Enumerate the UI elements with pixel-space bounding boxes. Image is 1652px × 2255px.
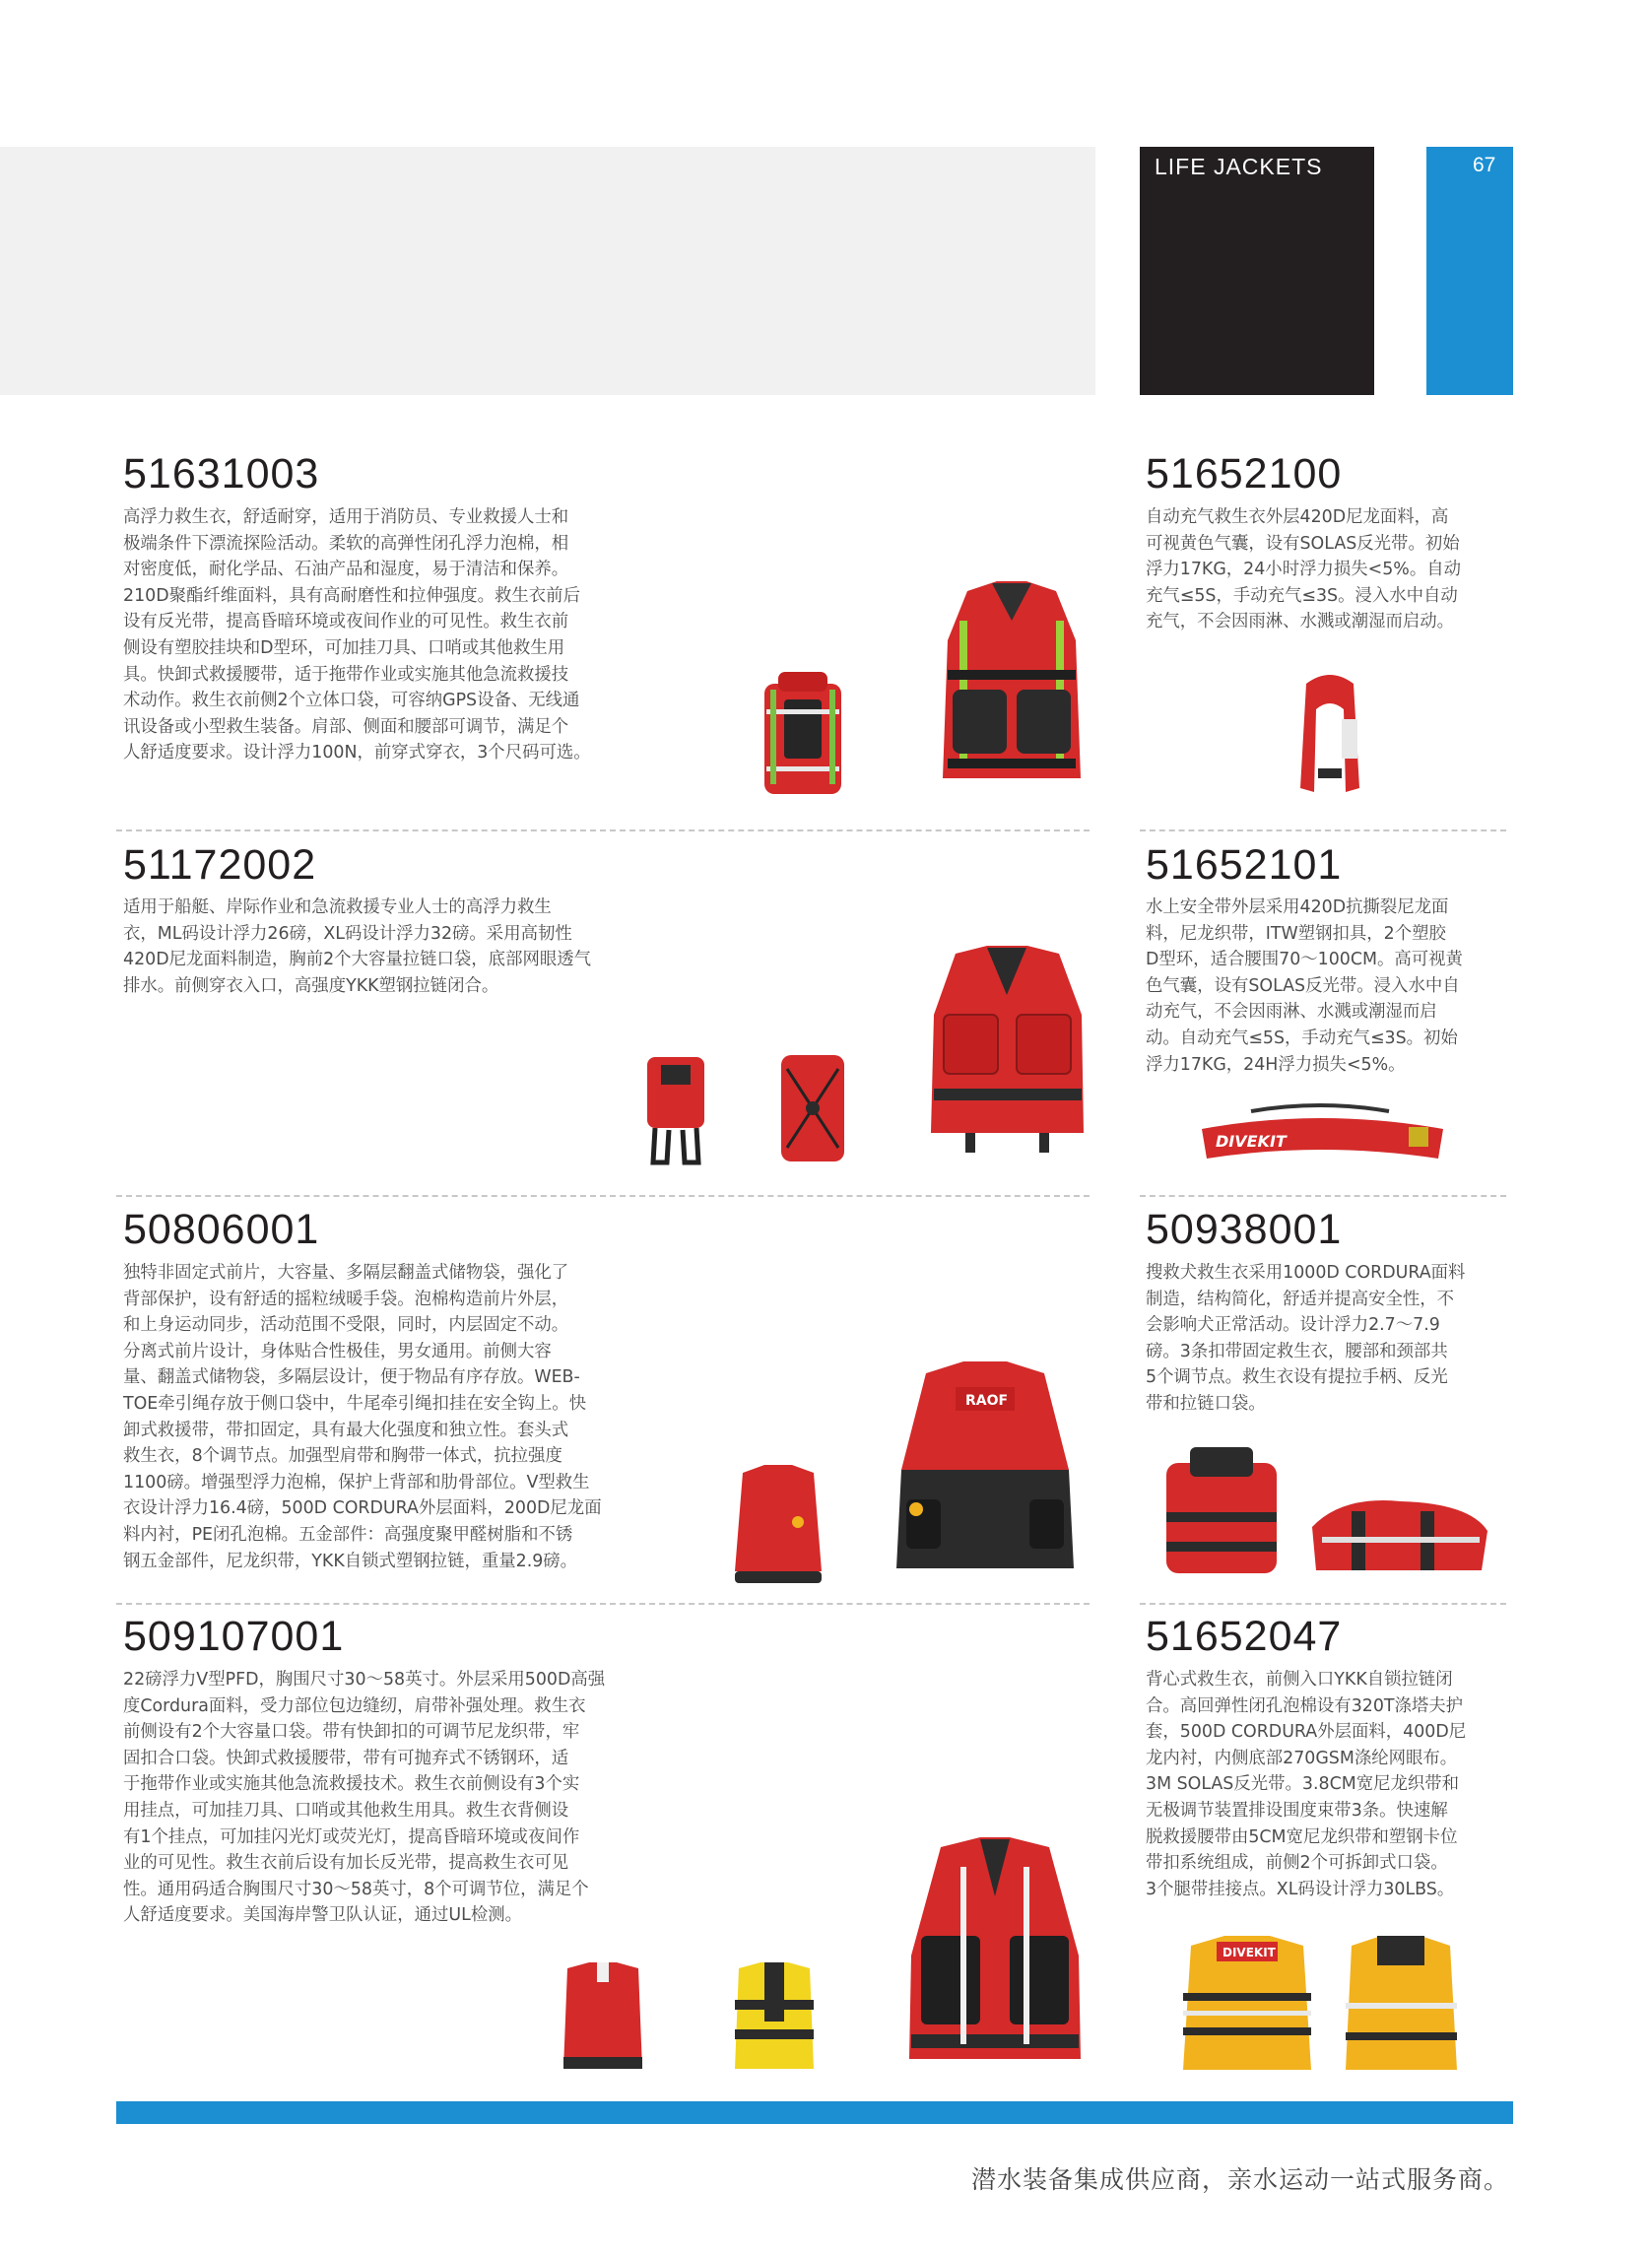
product-code: 51652100 <box>1146 450 1343 497</box>
divider <box>1140 1603 1506 1605</box>
product-description: 背心式救生衣，前侧入口YKK自锁拉链闭 合。高回弹性闭孔泡棉设有320T涤塔夫护 套，500D CORDURA外层面料，400D尼 龙内衬，内侧底部270GSM涤纶网眼布。 3M SOLAS反光带。3.8CM宽尼龙织带和 无极调节装置排设围度束带3条。快速解 脱救援腰带由5CM宽尼龙织带和塑钢卡位 带扣系统组成，前侧2个可拆卸式口袋。 3个腿带挂接点。XL码设计浮力30LBS。 <box>1146 1670 1467 1899</box>
section-label-box <box>1140 147 1374 395</box>
product-code: 51631003 <box>123 450 320 497</box>
page-number-box <box>1426 147 1513 395</box>
product-code: 51652101 <box>1146 841 1343 889</box>
divider <box>116 1603 1090 1605</box>
product-photo-vest-red <box>558 1960 648 2077</box>
product-photo-waist-belt <box>1192 1101 1453 1172</box>
product-code: 51172002 <box>123 841 317 889</box>
brand-logo: DIVEKIT <box>1222 1946 1276 1959</box>
product-code: 50938001 <box>1146 1206 1343 1253</box>
product-photo-vest-front <box>887 1361 1084 1586</box>
product-code: 50806001 <box>123 1206 320 1253</box>
product-photo-vest-harness <box>773 1049 852 1167</box>
product-photo-vest-back <box>641 1049 710 1167</box>
product-photo-vest-front <box>901 1837 1089 2079</box>
product-photo-vest-yellow-back <box>1340 1934 1463 2077</box>
product-code: 51652047 <box>1146 1613 1343 1660</box>
divider <box>116 1195 1090 1197</box>
product-description: 独特非固定式前片，大容量、多隔层翻盖式储物袋，强化了 背部保护，设有舒适的摇粒绒暖手袋。泡棉构造前片外层， 和上身运动同步，活动范围不受限，同时，内层固定不动。 分离式前片设计，身体贴合性极佳，男女通用。前侧大容 量、翻盖式储物袋，多隔层设计，便于物品有序存放。WEB- TOE牵引绳存放于侧口袋中，牛尾牵引绳扣挂在安全钩上。快 卸式救援带，带扣固定，具有最大化强度和独立性。套头式 救生衣，8个调节点。加强型肩带和胸带一体式，抗拉强度 1100磅。增强型浮力泡棉，保护上背部和肋骨部位。V型救生 衣设计浮力16.4磅，500D CORDURA外层面料，200D尼龙面 料内衬，PE闭孔泡棉。五金部件：高强度聚甲醛树脂和不锈 钢五金部件，尼龙织带，YKK自锁式塑钢拉链，重量2.9磅。 <box>123 1263 602 1571</box>
section-label: LIFE JACKETS <box>1155 154 1323 179</box>
vest-tag: RAOF <box>965 1393 1009 1409</box>
product-description: 自动充气救生衣外层420D尼龙面料，高 可视黄色气囊，设有SOLAS反光带。初始 浮力17KG，24小时浮力损失<5%。自动 充气≤5S，手动充气≤3S。浸入水中自动 充气，不会因雨淋、水溅或潮湿而启动。 <box>1146 507 1461 632</box>
product-description: 适用于船艇、岸际作业和急流救援专业人士的高浮力救生 衣，ML码设计浮力26磅，XL码设计浮力32磅。采用高韧性 420D尼龙面料制造，胸前2个大容量拉链口袋，底部网眼透气 排水。前侧穿衣入口，高强度YKK塑钢拉链闭合。 <box>123 897 592 996</box>
page-number: 67 <box>1473 154 1496 176</box>
footer-bar <box>116 2101 1513 2124</box>
product-photo-vest-yellow <box>729 1960 820 2077</box>
divider <box>1140 829 1506 831</box>
product-photo-vest-yellow-front <box>1177 1934 1317 2077</box>
product-description: 水上安全带外层采用420D抗撕裂尼龙面 料，尼龙织带，ITW塑钢扣具，2个塑胶 D型环，适合腰围70～100CM。高可视黄 色气囊，设有SOLAS反光带。浸入水中自 动充气，不会因雨淋、水溅或潮湿而启 动。自动充气≤5S，手动充气≤3S。初始 浮力17KG，24H浮力损失<5%。 <box>1146 897 1463 1075</box>
product-photo-inflatable-vest <box>1290 670 1369 800</box>
product-code: 509107001 <box>123 1613 345 1660</box>
product-photo-vest-front <box>926 946 1089 1153</box>
brand-logo: DIVEKIT <box>1216 1132 1287 1151</box>
divider <box>1140 1195 1506 1197</box>
product-description: 搜救犬救生衣采用1000D CORDURA面料 制造，结构简化，舒适并提高安全性，不 会影响犬正常活动。设计浮力2.7～7.9 磅。3条扣带固定救生衣，腰部和颈部共 5个调节点。救生衣设有提拉手柄、反光 带和拉链口袋。 <box>1146 1263 1466 1414</box>
footer-slogan: 潜水装备集成供应商，亲水运动一站式服务商。 <box>971 2165 1510 2194</box>
product-description: 高浮力救生衣，舒适耐穿，适用于消防员、专业救援人士和 极端条件下漂流探险活动。柔软的高弹性闭孔浮力泡棉，相 对密度低，耐化学品、石油产品和湿度，易于清洁和保养。 210D聚酯纤维面料，具有高耐磨性和拉伸强度。救生衣前后 设有反光带，提高昏暗环境或夜间作业的可见性。救生衣前 侧设有塑胶挂块和D型环，可加挂刀具、口哨或其他救生用 具。快卸式救援腰带，适于拖带作业或实施其他急流救援技 术动作。救生衣前侧2个立体口袋，可容纳GPS设备、无线通 讯设备或小型救生装备。肩部、侧面和腰部可调节，满足个 人舒适度要求。设计浮力100N，前穿式穿衣，3个尺码可选。 <box>123 507 591 763</box>
product-photo-vest-front <box>938 581 1086 793</box>
product-photo-vest-back <box>759 670 847 800</box>
divider <box>116 829 1090 831</box>
product-description: 22磅浮力V型PFD，胸围尺寸30～58英寸。外层采用500D高强 度Cordura面料，受力部位包边缝纫，肩带补强处理。救生衣 前侧设有2个大容量口袋。带有快卸扣的可调节尼龙织带，牢 固扣合口袋。快卸式救援腰带，带有可抛弃式不锈钢环，适 于拖带作业或实施其他急流救援技术。救生衣前侧设有3个实 用挂点，可加挂刀具、口哨或其他救生用具。救生衣背侧设 有1个挂点，可加挂闪光灯或荧光灯，提高昏暗环境或夜间作 业的可见性。救生衣前后设有加长反光带，提高救生衣可见 性。通用码适合胸围尺寸30～58英寸，8个可调节位，满足个 人舒适度要求。美国海岸警卫队认证，通过UL检测。 <box>123 1670 606 1926</box>
header-band <box>0 147 1095 395</box>
product-photo-dog-vest-side <box>1302 1488 1494 1586</box>
product-photo-vest-back <box>729 1463 827 1586</box>
product-photo-dog-vest-front <box>1160 1443 1284 1581</box>
